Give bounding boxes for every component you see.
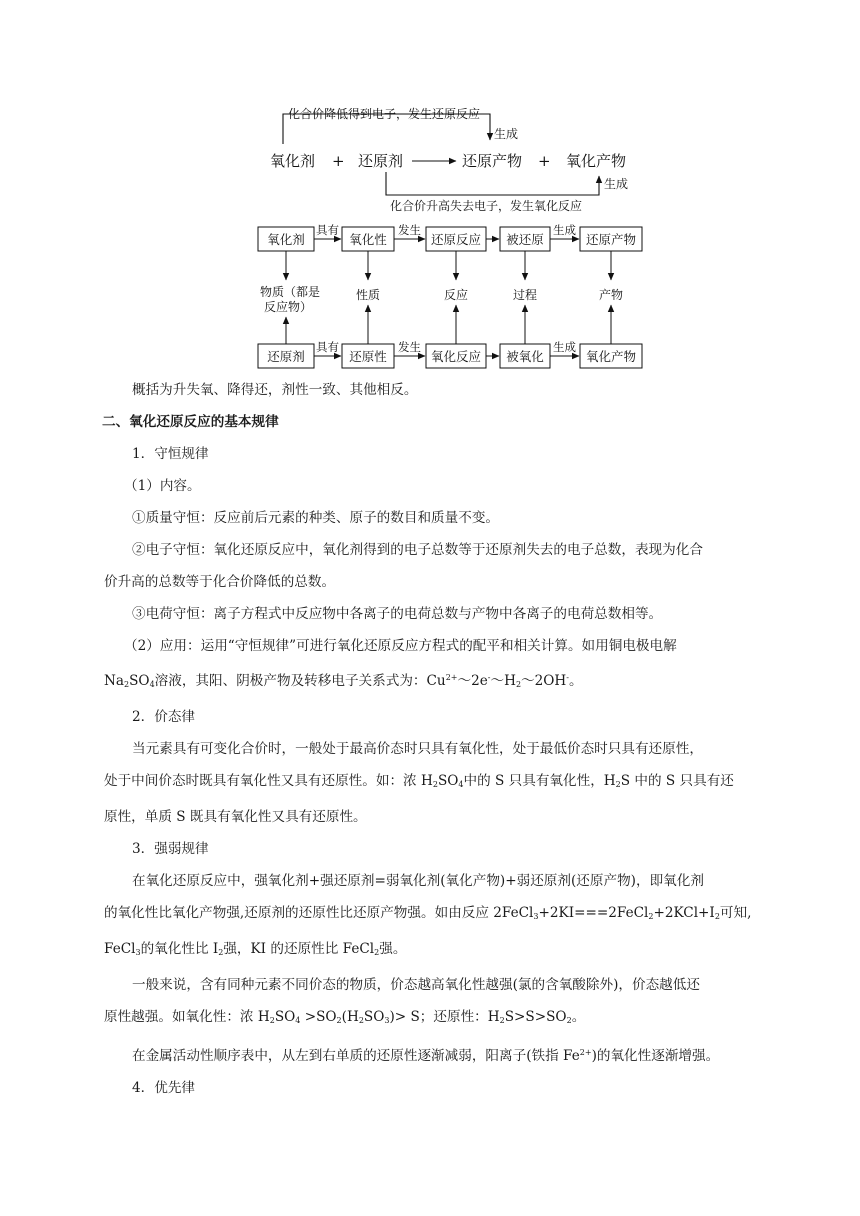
- redox-concept-diagram: [250, 100, 660, 370]
- subscript: 4: [295, 1016, 301, 1025]
- eq-oxidation-product: 氧化产物: [566, 152, 627, 170]
- text-part: 中的 S 只具有氧化性，H: [463, 773, 616, 789]
- document-body: [104, 374, 768, 1104]
- charge-conservation: ③电荷守恒：离子方程式中反应物中各离子的电荷总数与产物中各离子的电荷总数相等。: [132, 606, 663, 622]
- superscript: -: [487, 673, 491, 682]
- text-part: 的氧化性比 I: [140, 941, 219, 957]
- row1-link-occur: 发生: [398, 223, 421, 237]
- text-part: 强。: [379, 941, 407, 957]
- subscript: 2: [358, 1016, 364, 1025]
- relation-part: ～H: [490, 673, 516, 689]
- subscript: 2: [615, 780, 621, 789]
- subheading-conservation: 1．守恒规律: [132, 446, 209, 462]
- subscript: 4: [149, 680, 155, 689]
- application-text: 溶液，其阳、阴极产物及转移电子关系式为：Cu: [154, 673, 446, 689]
- subscript: 2: [218, 948, 224, 957]
- relation-part: ～2e: [457, 673, 488, 689]
- row2-link-generate: 生成: [553, 340, 576, 354]
- general-line1: 一般来说，含有同种元素不同价态的物质，价态越高氧化性越强(氯的含氧酸除外)，价态越低还: [132, 977, 700, 993]
- subscript: 2: [269, 1016, 275, 1025]
- formula-part: SO: [129, 673, 150, 689]
- text-part: 原性越强。如氧化性：浓 H: [104, 1009, 270, 1025]
- mid-label-product: 产物: [598, 288, 624, 302]
- subscript: 2: [124, 680, 130, 689]
- text-part: 在金属活动性顺序表中，从左到右单质的还原性逐渐减弱，阳离子(铁指 Fe: [132, 1048, 580, 1064]
- mid-label-property: 性质: [355, 288, 381, 302]
- subscript: 2: [432, 780, 438, 789]
- text-part: FeCl: [104, 941, 136, 957]
- mass-conservation: ①质量守恒：反应前后元素的种类、原子的数目和质量不变。: [132, 510, 500, 526]
- row2-label-oxidized: 被氧化: [506, 349, 544, 364]
- bottom-note: 化合价升高失去电子，发生氧化反应: [390, 199, 583, 213]
- superscript: 2+: [579, 1048, 592, 1057]
- text-part: +2KI===2FeCl: [538, 905, 649, 921]
- application-line2: [104, 662, 768, 701]
- eq-reductant: 还原剂: [358, 152, 404, 170]
- eq-plus-2: +: [538, 152, 551, 170]
- row1-label-reduced: 被还原: [506, 232, 544, 247]
- punctuation: 。: [568, 673, 583, 689]
- bottom-bracket-line: [386, 172, 599, 195]
- eq-reduction-product: 还原产物: [462, 152, 523, 170]
- strength-line3: [104, 933, 768, 969]
- text-part: 。: [571, 1009, 586, 1025]
- valence-line2: [104, 765, 768, 801]
- row2-label-oxidation-reaction: 氧化反应: [430, 349, 482, 364]
- diagram-svg: [250, 100, 660, 370]
- subheading-valence: 2．价态律: [132, 709, 196, 725]
- section-heading: 二、氧化还原反应的基本规律: [102, 414, 279, 430]
- text-part: )的氧化性逐渐增强。: [591, 1048, 720, 1064]
- row2-label-oxidation-product: 氧化产物: [585, 349, 637, 364]
- mid-label-reaction: 反应: [443, 288, 469, 302]
- strength-line2: [104, 897, 768, 933]
- subscript: 2: [336, 1016, 342, 1025]
- valence-line3: 原性，单质 S 既具有氧化性又具有还原性。: [104, 809, 367, 825]
- text-part: 可知,: [719, 905, 752, 921]
- row2-label-reducing: 还原性: [349, 349, 387, 364]
- superscript: -: [566, 673, 569, 682]
- text-part: S>S>SO: [504, 1009, 567, 1025]
- text-part: 强，KI 的还原性比 FeCl: [223, 941, 375, 957]
- top-note: 化合价降低得到电子，发生还原反应: [288, 107, 481, 121]
- text-part: S 中的 S 只具有还: [620, 773, 734, 789]
- subscript: 3: [135, 948, 141, 957]
- relation-part: ～2OH: [521, 673, 567, 689]
- formula-na2so4-na: Na: [104, 673, 124, 689]
- strength-line1: 在氧化还原反应中，强氧化剂+强还原剂=弱氧化剂(氧化产物)+弱还原剂(还原产物)，即氧化剂: [132, 873, 704, 889]
- subscript: 2: [515, 680, 522, 689]
- electron-conservation-line2: 价升高的总数等于化合价降低的总数。: [104, 574, 336, 590]
- text-part: +2KCl+I: [653, 905, 715, 921]
- subscript: 4: [458, 780, 464, 789]
- text-part: 处于中间价态时既具有氧化性又具有还原性。如：浓 H: [104, 773, 433, 789]
- subscript: 2: [374, 948, 380, 957]
- row1-link-generate: 生成: [553, 223, 576, 237]
- subscript: 2: [714, 912, 720, 921]
- mid-label-substance-2: 反应物）: [264, 300, 313, 314]
- application-line1: （2）应用：运用“守恒规律”可进行氧化还原反应方程式的配平和相关计算。如用铜电极电解: [124, 638, 677, 654]
- row2-link-have: 具有: [316, 340, 339, 354]
- subscript: 2: [566, 1016, 572, 1025]
- text-part: SO: [363, 1009, 385, 1025]
- mid-label-substance-1: 物质（都是: [260, 285, 321, 299]
- subheading-strength: 3．强弱规律: [132, 841, 209, 857]
- eq-plus-1: +: [332, 152, 345, 170]
- eq-oxidant: 氧化剂: [270, 152, 316, 170]
- bottom-gen-label: 生成: [604, 177, 629, 191]
- row1-link-have: 具有: [316, 223, 339, 237]
- subscript: 2: [648, 912, 654, 921]
- subscript: 2: [499, 1016, 505, 1025]
- text-part: (H: [341, 1009, 359, 1025]
- row1-label-reduction-reaction: 还原反应: [430, 232, 482, 247]
- row1-label-reduction-product: 还原产物: [585, 232, 637, 247]
- text-part: )> S；还原性：H: [389, 1009, 500, 1025]
- subheading-content: （1）内容。: [124, 478, 201, 494]
- superscript: 2+: [445, 673, 458, 682]
- summary-line: 概括为升失氧、降得还，剂性一致、其他相反。: [132, 382, 418, 398]
- electron-conservation-line1: ②电子守恒：氧化还原反应中，氧化剂得到的电子总数等于还原剂失去的电子总数，表现为化合: [132, 542, 703, 558]
- row1-label-oxidant: 氧化剂: [267, 232, 305, 247]
- text-part: SO: [437, 773, 459, 789]
- text-part: SO: [274, 1009, 296, 1025]
- subscript: 3: [384, 1016, 390, 1025]
- top-gen-label: 生成: [494, 127, 519, 141]
- row2-label-reductant: 还原剂: [267, 349, 305, 364]
- subheading-priority: 4．优先律: [132, 1080, 196, 1096]
- mid-label-process: 过程: [512, 288, 538, 302]
- valence-line1: 当元素具有可变化合价时，一般处于最高价态时只具有氧化性，处于最低价态时只具有还原性，: [132, 741, 703, 757]
- subscript: 3: [533, 912, 539, 921]
- metal-activity-line: [104, 1037, 768, 1072]
- text-part: >SO: [300, 1009, 337, 1025]
- row1-label-oxidizing: 氧化性: [349, 232, 387, 247]
- row2-link-occur: 发生: [398, 340, 421, 354]
- text-part: 的氧化性比氧化产物强,还原剂的还原性比还原产物强。如由反应 2FeCl: [104, 905, 534, 921]
- general-line2: [104, 1001, 768, 1037]
